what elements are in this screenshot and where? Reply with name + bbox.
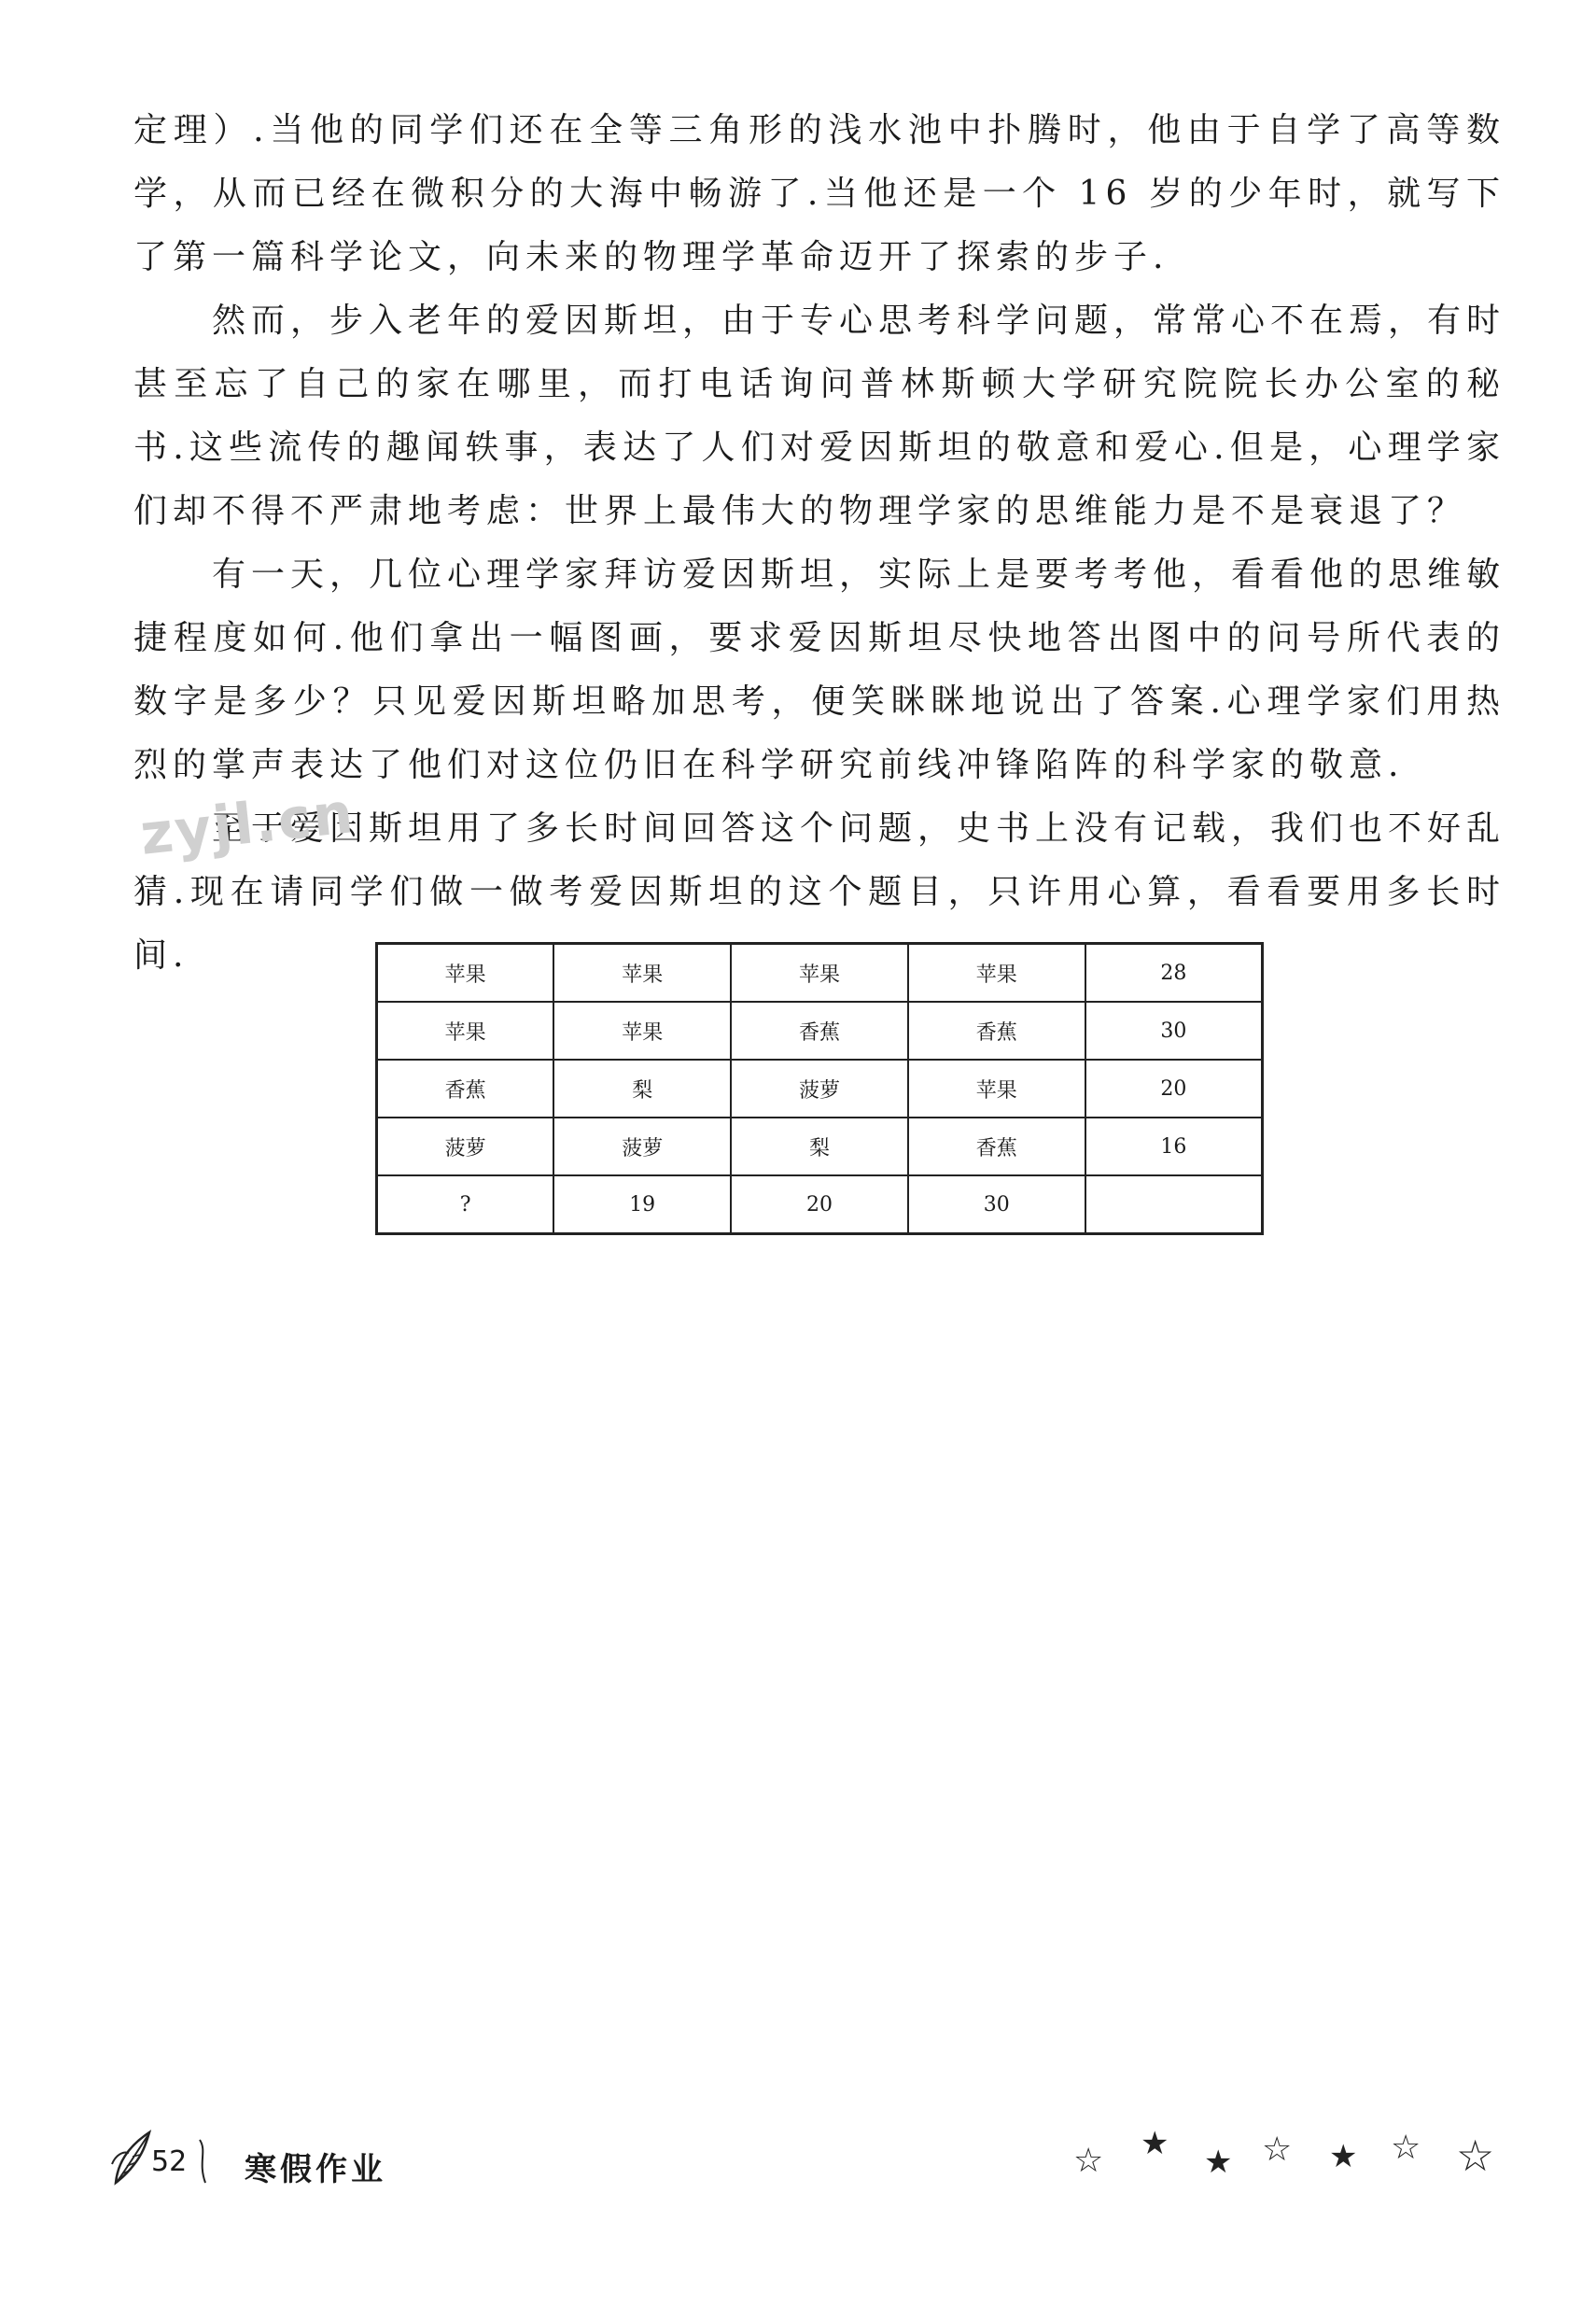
table-row <box>377 1060 1263 1118</box>
question-cell: ? <box>377 1175 554 1234</box>
star-icon: ★ <box>1141 2125 1169 2162</box>
table-cell: 苹果 <box>731 944 908 1003</box>
paragraph-1: 定理）.当他的同学们还在全等三角形的浅水池中扑腾时，他由于自学了高等数学，从而已经在微积分的大海中畅游了.当他还是一个 16 岁的少年时，就写下了第一篇科学论文，向未来的物理学革命迈开了探索的步子. <box>133 111 1505 276</box>
row-sum-cell: 16 <box>1085 1118 1263 1175</box>
table-row <box>377 1118 1263 1175</box>
paragraph-2: 然而，步入老年的爱因斯坦，由于专心思考科学问题，常常心不在焉，有时甚至忘了自己的家在哪里，而打电话询问普林斯顿大学研究院院长办公室的秘书.这些流传的趣闻轶事，表达了人们对爱因斯坦的敬意和爱心.但是，心理学家们却不得不严肃地考虑：世界上最伟大的物理学家的思维能力是不是衰退了？ <box>133 302 1506 530</box>
table-cell: 香蕉 <box>908 1002 1085 1060</box>
footer-title: 寒假作业 <box>245 2151 386 2188</box>
column-sum-cell: 30 <box>908 1175 1085 1234</box>
table-row <box>377 944 1263 1003</box>
paragraph-3: 有一天，几位心理学家拜访爱因斯坦，实际上是要考考他，看看他的思维敏捷程度如何.他们拿出一幅图画，要求爱因斯坦尽快地答出图中的问号所代表的数字是多少？只见爱因斯坦略加思考，便笑眯眯地说出了答案.心理学家们用热烈的掌声表达了他们对这位仍旧在科学研究前线冲锋陷阵的科学家的敬意. <box>133 555 1506 784</box>
table-cell: 梨 <box>553 1060 731 1118</box>
star-icon: ☆ <box>1262 2130 1293 2169</box>
table-cell: 菠萝 <box>731 1060 908 1118</box>
star-icon: ☆ <box>1073 2142 1104 2180</box>
row-sum-cell: 30 <box>1085 1002 1263 1060</box>
fruit-puzzle-table <box>375 942 1264 1235</box>
star-icon: ★ <box>1329 2138 1358 2175</box>
table-cell: 苹果 <box>553 944 731 1003</box>
star-icon: ★ <box>1204 2144 1233 2181</box>
footer-divider <box>196 2138 209 2185</box>
column-sum-cell: 20 <box>731 1175 908 1234</box>
body-text <box>133 99 1505 988</box>
table-cell: 香蕉 <box>731 1002 908 1060</box>
table-cell: 香蕉 <box>908 1118 1085 1175</box>
table-row <box>377 1002 1263 1060</box>
table-cell: 苹果 <box>908 1060 1085 1118</box>
table-cell: 苹果 <box>553 1002 731 1060</box>
table-cell: 梨 <box>731 1118 908 1175</box>
table-cell: 苹果 <box>377 1002 554 1060</box>
watermark: zyjl.cn <box>136 780 358 868</box>
paragraph-4: 至于爱因斯坦用了多长时间回答这个问题，史书上没有记载，我们也不好乱猜.现在请同学们做一做考爱因斯坦的这个题目，只许用心算，看看要用多长时间. <box>133 809 1506 975</box>
table-cell: 香蕉 <box>377 1060 554 1118</box>
star-icon: ☆ <box>1391 2129 1421 2167</box>
star-icon: ☆ <box>1456 2130 1495 2181</box>
table-cell: 菠萝 <box>377 1118 554 1175</box>
table-row <box>377 1175 1263 1234</box>
table-cell: 菠萝 <box>553 1118 731 1175</box>
table-cell: 苹果 <box>908 944 1085 1003</box>
empty-cell <box>1085 1175 1263 1234</box>
column-sum-cell: 19 <box>553 1175 731 1234</box>
row-sum-cell: 28 <box>1085 944 1263 1003</box>
table-cell: 苹果 <box>377 944 554 1003</box>
page-number: 52 <box>151 2145 188 2178</box>
row-sum-cell: 20 <box>1085 1060 1263 1118</box>
